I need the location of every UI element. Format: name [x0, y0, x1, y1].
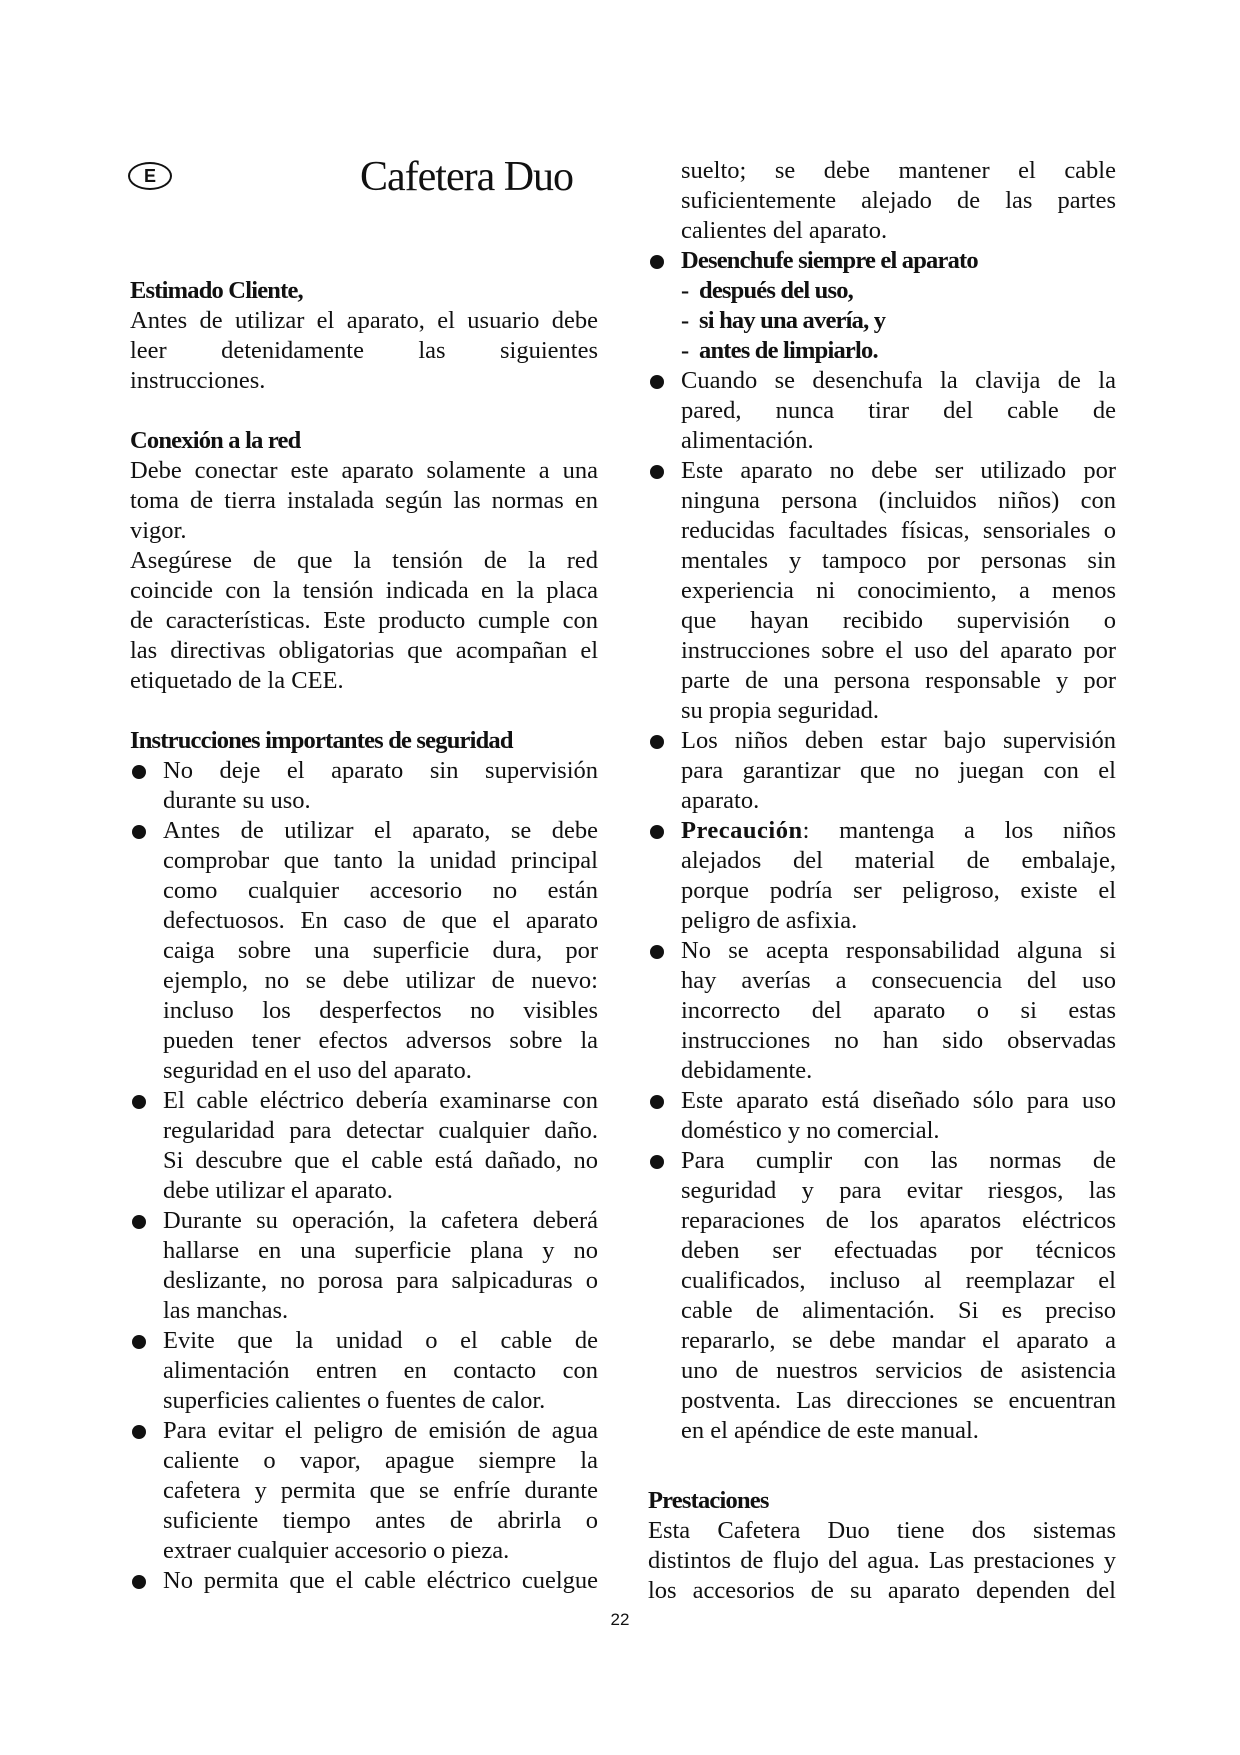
bullet-line: superficies calientes o fuentes de calor.: [163, 1387, 546, 1414]
bullet-line: caiga sobre una superficie dura, por: [163, 937, 598, 964]
dash-marker: -: [681, 307, 689, 334]
safety-bullet: [648, 366, 1116, 456]
connection-line: de características. Este producto cumple con: [130, 607, 598, 634]
bullet-line: alimentación.: [681, 427, 814, 454]
unplug-item: [681, 276, 1116, 306]
bullet-line: alimentación entren en contacto con: [163, 1357, 598, 1384]
unplug-item: [681, 336, 1116, 366]
bullet-line: No permita que el cable eléctrico cuelgue: [163, 1567, 598, 1594]
bullet-line: caliente o vapor, apague siempre la: [163, 1447, 598, 1474]
dash-marker: -: [681, 337, 689, 364]
bullet-line: instrucciones sobre el uso del aparato por: [681, 637, 1116, 664]
bullet-line: Los niños deben estar bajo supervisión: [681, 727, 1116, 754]
bullet-line: seguridad y para evitar riesgos, las: [681, 1177, 1116, 1204]
unplug-item: [681, 306, 1116, 336]
bullet-line: mentales y tampoco por personas sin: [681, 547, 1116, 574]
bullet-line: hay averías a consecuencia del uso: [681, 967, 1116, 994]
safety-heading: Instrucciones importantes de seguridad: [130, 727, 513, 754]
connection-section: [130, 426, 598, 696]
safety-bullet: [130, 1416, 598, 1566]
bullet-line: Cuando se desenchufa la clavija de la: [681, 367, 1116, 394]
bullet-line: peligro de asfixia.: [681, 907, 858, 934]
bullet-dot-icon: [132, 1335, 146, 1349]
safety-bullet: [130, 1326, 598, 1416]
bullet-line: debidamente.: [681, 1057, 813, 1084]
bullet-line: ninguna persona (incluidos niños) con: [681, 487, 1116, 514]
bullet-line: No deje el aparato sin supervisión: [163, 757, 598, 784]
bullet-line: reparaciones de los aparatos eléctricos: [681, 1207, 1116, 1234]
bullet-line: regularidad para detectar cualquier daño.: [163, 1117, 598, 1144]
bullet-dot-icon: [132, 1425, 146, 1439]
connection-line: etiquetado de la CEE.: [130, 667, 344, 694]
bullet-line: las manchas.: [163, 1297, 289, 1324]
bullet-dot-icon: [650, 1095, 664, 1109]
safety-bullet: [648, 936, 1116, 1086]
unplug-item-text: después del uso,: [699, 277, 854, 304]
bullet-line: hallarse en una superficie plana y no: [163, 1237, 598, 1264]
connection-line: vigor.: [130, 517, 187, 544]
safety-bullet: [648, 1146, 1116, 1446]
bullet-line: en el apéndice de este manual.: [681, 1417, 979, 1444]
bullet-line: reducidas facultades físicas, sensoriales o: [681, 517, 1116, 544]
bullet-line: incluso los desperfectos no visibles: [163, 997, 598, 1024]
connection-line: toma de tierra instalada según las normas en: [130, 487, 598, 514]
features-line: Esta Cafetera Duo tiene dos sistemas: [648, 1517, 1116, 1544]
caution-label: Precaución: [681, 817, 803, 844]
bullet-dot-icon: [650, 255, 664, 269]
bullet-line: extraer cualquier accesorio o pieza.: [163, 1537, 510, 1564]
bullet-line: su propia seguridad.: [681, 697, 879, 724]
bullet-line: Evite que la unidad o el cable de: [163, 1327, 598, 1354]
safety-bullet: [648, 726, 1116, 816]
bullet-dot-icon: [132, 765, 146, 779]
bullet-line: suelto; se debe mantener el cable: [681, 157, 1116, 184]
bullet-line: uno de nuestros servicios de asistencia: [681, 1357, 1116, 1384]
greeting-line: instrucciones.: [130, 367, 266, 394]
bullet-line: pared, nunca tirar del cable de: [681, 397, 1116, 424]
bullet-line: doméstico y no comercial.: [681, 1117, 940, 1144]
bullet-line: suficientemente alejado de las partes: [681, 187, 1116, 214]
bullet-line: Para cumplir con las normas de: [681, 1147, 1116, 1174]
bullet-dot-icon: [132, 825, 146, 839]
bullet-line: Antes de utilizar el aparato, se debe: [163, 817, 598, 844]
bullet-dot-icon: [132, 1095, 146, 1109]
greeting-section: [130, 276, 598, 396]
connection-heading: Conexión a la red: [130, 427, 301, 454]
bullet-line: que hayan recibido supervisión o: [681, 607, 1116, 634]
bullet-dot-icon: [132, 1575, 146, 1589]
bullet-line: comprobar que tanto la unidad principal: [163, 847, 598, 874]
bullet-line: instrucciones no han sido observadas: [681, 1027, 1116, 1054]
bullet-line: cualificados, incluso al reemplazar el: [681, 1267, 1116, 1294]
bullet-line: durante su uso.: [163, 787, 311, 814]
caution-bullet: [648, 816, 1116, 936]
safety-bullet: [648, 456, 1116, 726]
bullet-line: Si descubre que el cable está dañado, no: [163, 1147, 598, 1174]
page-number: 22: [610, 1610, 630, 1629]
bullet-line: suficiente tiempo antes de abrirla o: [163, 1507, 598, 1534]
language-mark: E: [128, 162, 172, 190]
features-heading: Prestaciones: [648, 1487, 769, 1514]
connection-line: coincide con la tensión indicada en la placa: [130, 577, 598, 604]
bullet-line: alejados del material de embalaje,: [681, 847, 1116, 874]
features-section: [648, 1486, 1116, 1606]
bullet-dot-icon: [650, 375, 664, 389]
bullet-line: deben ser efectuadas por técnicos: [681, 1237, 1116, 1264]
bullet-line: El cable eléctrico debería examinarse con: [163, 1087, 598, 1114]
bullet-line: Este aparato está diseñado sólo para uso: [681, 1087, 1116, 1114]
bullet-line: Este aparato no debe ser utilizado por: [681, 457, 1116, 484]
bullet-dot-icon: [650, 825, 664, 839]
bullet-line: Para evitar el peligro de emisión de agua: [163, 1417, 598, 1444]
bullet-dot-icon: [650, 945, 664, 959]
unplug-item-text: si hay una avería, y: [699, 307, 886, 334]
features-line: los accesorios de su aparato dependen del: [648, 1577, 1116, 1604]
bullet-line: debe utilizar el aparato.: [163, 1177, 393, 1204]
safety-bullet: [130, 1566, 598, 1596]
bullet-line: experiencia ni conocimiento, a menos: [681, 577, 1116, 604]
bullet-line: Durante su operación, la cafetera deberá: [163, 1207, 598, 1234]
safety-bullet: [130, 1206, 598, 1326]
bullet-line: cafetera y permita que se enfríe durante: [163, 1477, 598, 1504]
bullet-line: repararlo, se debe mandar el aparato a: [681, 1327, 1116, 1354]
bullet-line: aparato.: [681, 787, 760, 814]
safety-section: [130, 726, 598, 1596]
bullet-line: defectuosos. En caso de que el aparato: [163, 907, 598, 934]
caution-first-line: [681, 816, 1116, 846]
bullet-line: para garantizar que no juegan con el: [681, 757, 1116, 784]
bullet-line: ejemplo, no se debe utilizar de nuevo:: [163, 967, 598, 994]
unplug-heading: Desenchufe siempre el aparato: [681, 247, 978, 274]
bullet-line: pueden tener efectos adversos sobre la: [163, 1027, 598, 1054]
safety-bullet: [130, 756, 598, 816]
bullet-line: cable de alimentación. Si es preciso: [681, 1297, 1116, 1324]
safety-bullet: [648, 1086, 1116, 1146]
right-column: [648, 0, 1116, 1446]
safety-bullet: [130, 1086, 598, 1206]
bullet-dot-icon: [650, 735, 664, 749]
unplug-bullet: [648, 246, 1116, 366]
unplug-item-text: antes de limpiarlo.: [699, 337, 878, 364]
bullet-line: incorrecto del aparato o si estas: [681, 997, 1116, 1024]
greeting-line: Antes de utilizar el aparato, el usuario debe: [130, 307, 598, 334]
bullet-line: parte de una persona responsable y por: [681, 667, 1116, 694]
connection-line: Asegúrese de que la tensión de la red: [130, 547, 598, 574]
continued-bullet: [648, 156, 1116, 246]
bullet-dot-icon: [650, 1155, 664, 1169]
bullet-dot-icon: [132, 1215, 146, 1229]
page-title: Cafetera Duo: [360, 154, 574, 200]
connection-line: Debe conectar este aparato solamente a una: [130, 457, 598, 484]
bullet-line: postventa. Las direcciones se encuentran: [681, 1387, 1116, 1414]
bullet-line: deslizante, no porosa para salpicaduras o: [163, 1267, 598, 1294]
greeting-line: leer detenidamente las siguientes: [130, 337, 598, 364]
left-column: [130, 0, 598, 1596]
bullet-line: porque podría ser peligroso, existe el: [681, 877, 1116, 904]
bullet-line: No se acepta responsabilidad alguna si: [681, 937, 1116, 964]
bullet-line: calientes del aparato.: [681, 217, 888, 244]
bullet-line: como cualquier accesorio no están: [163, 877, 598, 904]
dash-marker: -: [681, 277, 689, 304]
connection-line: las directivas obligatorias que acompañan el: [130, 637, 598, 664]
greeting-heading: Estimado Cliente,: [130, 277, 303, 304]
bullet-line: seguridad en el uso del aparato.: [163, 1057, 472, 1084]
safety-bullet: [130, 816, 598, 1086]
caution-first-line-text: : mantenga a los niños: [802, 817, 1116, 844]
bullet-dot-icon: [650, 465, 664, 479]
features-line: distintos de flujo del agua. Las prestaciones y: [648, 1547, 1116, 1574]
